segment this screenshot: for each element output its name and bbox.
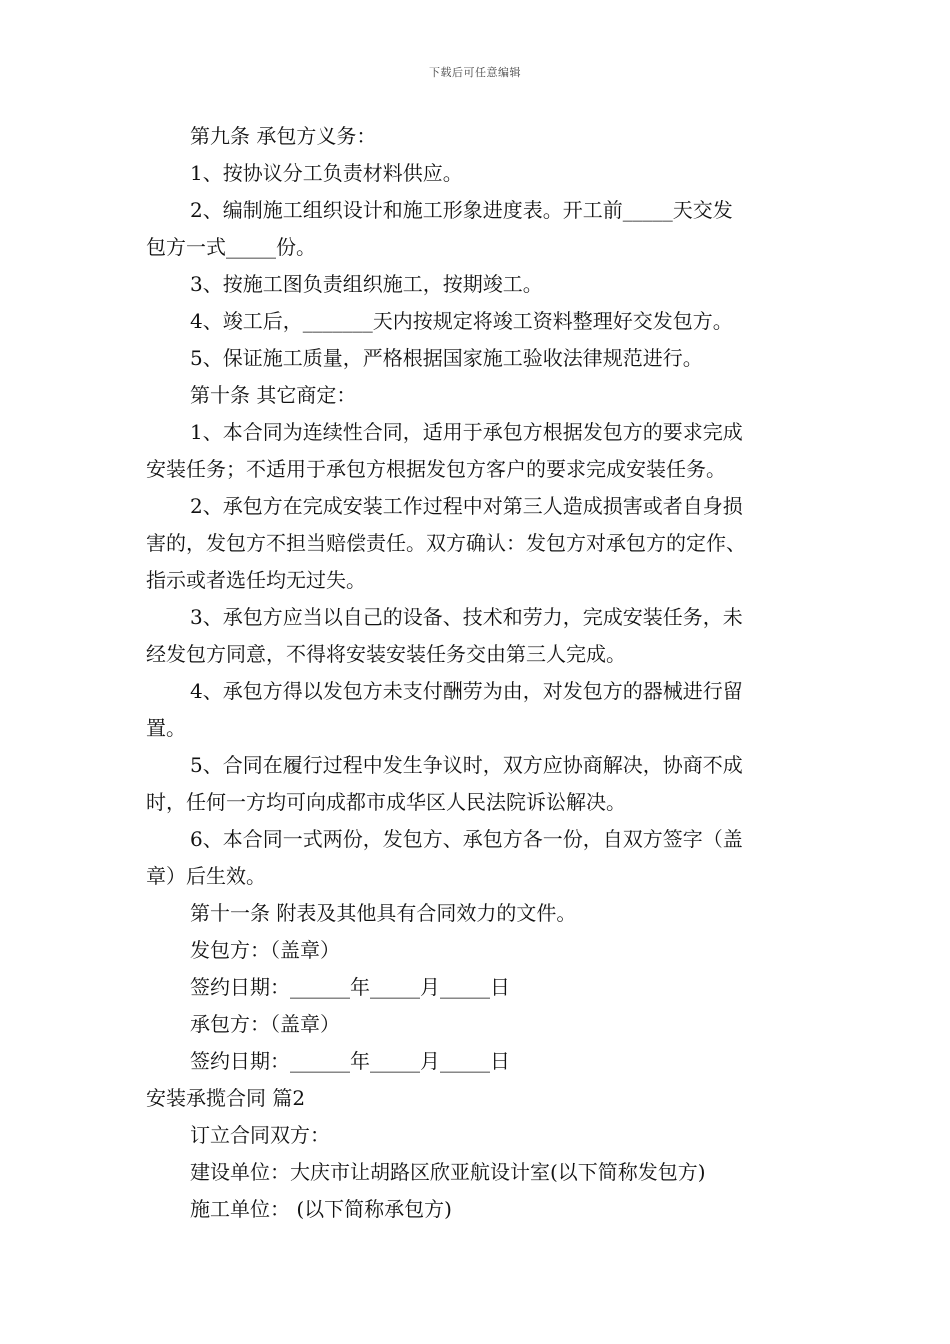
text-line: 时，任何一方均可向成都市成华区人民法院诉讼解决。 (146, 790, 626, 814)
text-line: 5、合同在履行过程中发生争议时，双方应协商解决，协商不成 (190, 753, 743, 777)
document-body (146, 118, 810, 1228)
text-line: 安装任务；不适用于承包方根据发包方客户的要求完成安装任务。 (146, 457, 726, 481)
text-line: 安装承揽合同 篇2 (146, 1086, 306, 1110)
page-header: 下载后可任意编辑 (429, 66, 521, 79)
text-line: 指示或者选任均无过失。 (146, 568, 366, 592)
text-line: 1、按协议分工负责材料供应。 (190, 161, 463, 185)
text-line: 第九条 承包方义务： (190, 124, 377, 148)
text-line: 第十条 其它商定： (190, 383, 357, 407)
text-line: 施工单位： (以下简称承包方) (190, 1197, 452, 1221)
text-line: 2、编制施工组织设计和施工形象进度表。开工前_____天交发 (190, 198, 733, 222)
text-line: 章）后生效。 (146, 864, 266, 888)
text-line: 5、保证施工质量，严格根据国家施工验收法律规范进行。 (190, 346, 703, 370)
text-line: 2、承包方在完成安装工作过程中对第三人造成损害或者自身损 (190, 494, 743, 518)
text-line: 害的，发包方不担当赔偿责任。双方确认：发包方对承包方的定作、 (146, 531, 746, 555)
text-line: 承包方：（盖章） (190, 1012, 340, 1036)
text-line: 签约日期：______年_____月_____日 (190, 975, 510, 999)
text-line: 3、按施工图负责组织施工，按期竣工。 (190, 272, 543, 296)
text-line: 经发包方同意，不得将安装安装任务交由第三人完成。 (146, 642, 626, 666)
text-line: 第十一条 附表及其他具有合同效力的文件。 (190, 901, 577, 925)
text-line: 3、承包方应当以自己的设备、技术和劳力，完成安装任务，未 (190, 605, 743, 629)
text-line: 发包方：（盖章） (190, 938, 340, 962)
text-line: 4、竣工后，_______天内按规定将竣工资料整理好交发包方。 (190, 309, 733, 333)
text-line: 6、本合同一式两份，发包方、承包方各一份，自双方签字（盖 (190, 827, 743, 851)
text-line: 订立合同双方： (190, 1123, 330, 1147)
text-line: 1、本合同为连续性合同，适用于承包方根据发包方的要求完成 (190, 420, 743, 444)
text-line: 置。 (146, 716, 186, 740)
text-line: 4、承包方得以发包方未支付酬劳为由，对发包方的器械进行留 (190, 679, 743, 703)
text-line: 建设单位：大庆市让胡路区欣亚航设计室(以下简称发包方) (190, 1160, 706, 1184)
text-line: 签约日期：______年_____月_____日 (190, 1049, 510, 1073)
text-line: 包方一式_____份。 (146, 235, 316, 259)
